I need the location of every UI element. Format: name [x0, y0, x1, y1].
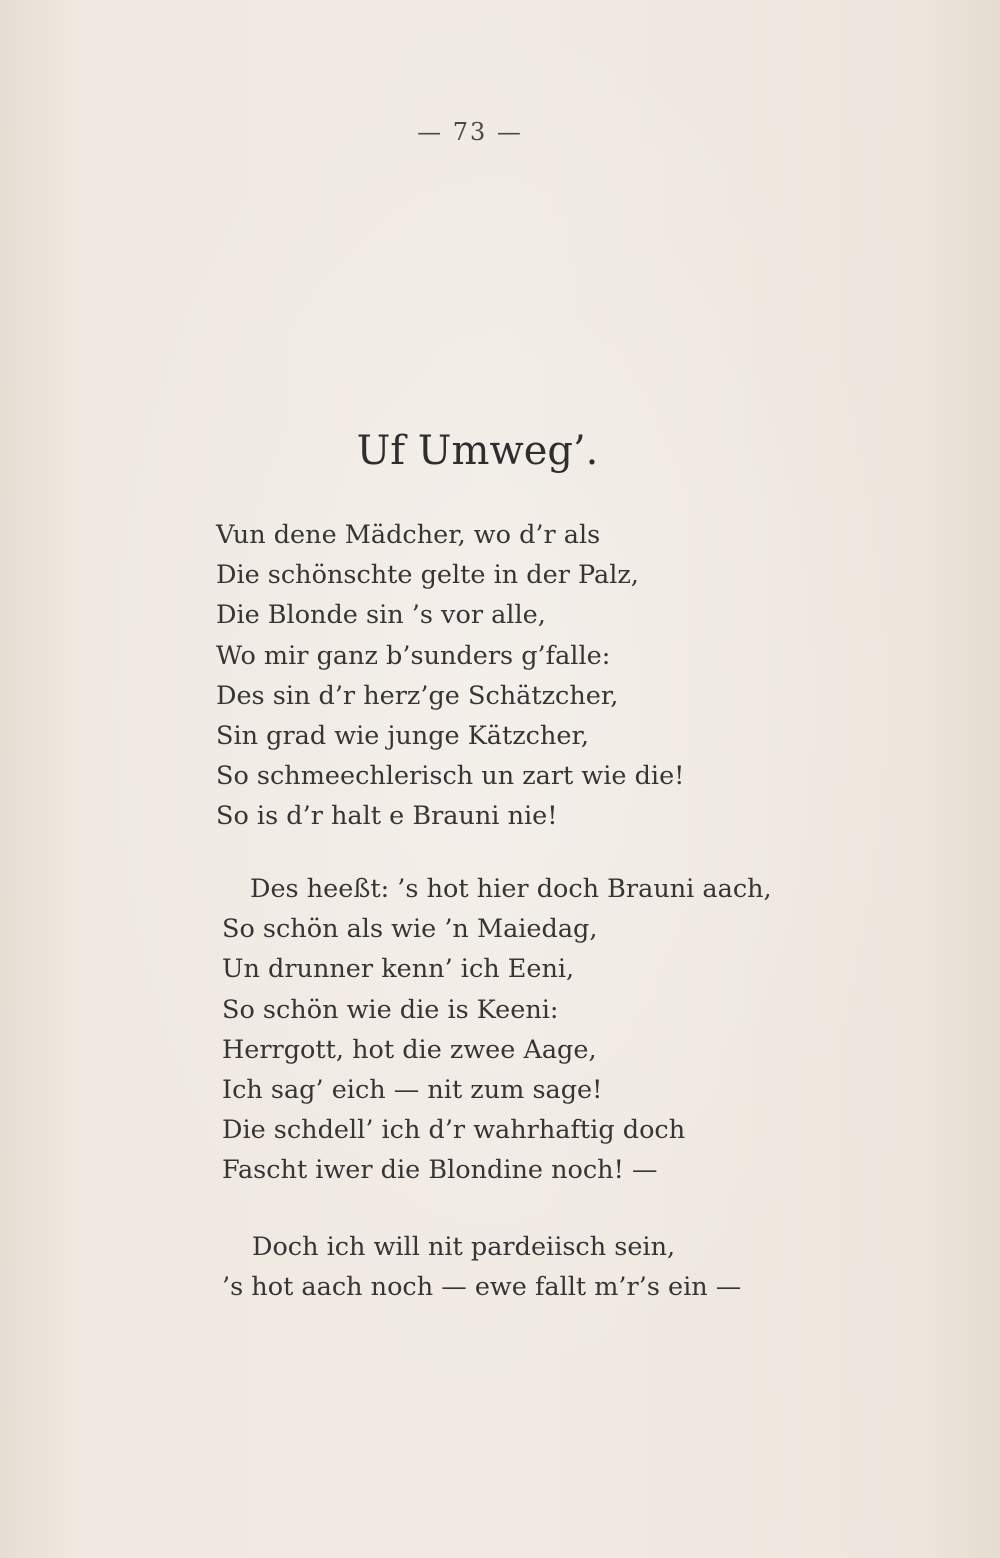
poem-line: Sin grad wie junge Kätzcher, [216, 721, 589, 752]
poem-line: Ich sag’ eich — nit zum sage! [222, 1075, 603, 1106]
poem-line: So schön als wie ’n Maiedag, [222, 914, 598, 945]
poem-line: Die schdell’ ich d’r wahrhaftig doch [222, 1115, 686, 1146]
poem-line: Die Blonde sin ’s vor alle, [216, 600, 546, 631]
poem-line: So schmeechlerisch un zart wie die! [216, 761, 685, 792]
poem-line: Doch ich will nit pardeiisch sein, [252, 1232, 676, 1262]
poem-line: Des heeßt: ’s hot hier doch Brauni aach, [250, 874, 772, 904]
stanza-1 [216, 515, 684, 837]
poem-line: Herrgott, hot die zwee Aage, [222, 1034, 597, 1065]
page-number: — 73 — [417, 118, 523, 146]
poem-line: Fascht iwer die Blondine noch! — [222, 1155, 658, 1186]
poem-title: Uf Umweg’. [356, 428, 599, 474]
poem-line: Des sin d’r herz’ge Schätzcher, [216, 680, 619, 711]
poem-line: ’s hot aach noch — ewe fallt m’r’s ein — [222, 1272, 742, 1303]
stanza-3 [222, 1227, 741, 1307]
poem-line: Vun dene Mädcher, wo d’r als [216, 520, 601, 550]
poem-line: Die schönschte gelte in der Palz, [216, 560, 639, 591]
stanza-2 [222, 869, 772, 1191]
poem-line: So schön wie die is Keeni: [222, 994, 559, 1025]
poem-line: Un drunner kenn’ ich Eeni, [222, 954, 575, 985]
poem-line: Wo mir ganz b’sunders g’falle: [216, 640, 611, 671]
poem-line: So is d’r halt e Brauni nie! [216, 801, 558, 832]
